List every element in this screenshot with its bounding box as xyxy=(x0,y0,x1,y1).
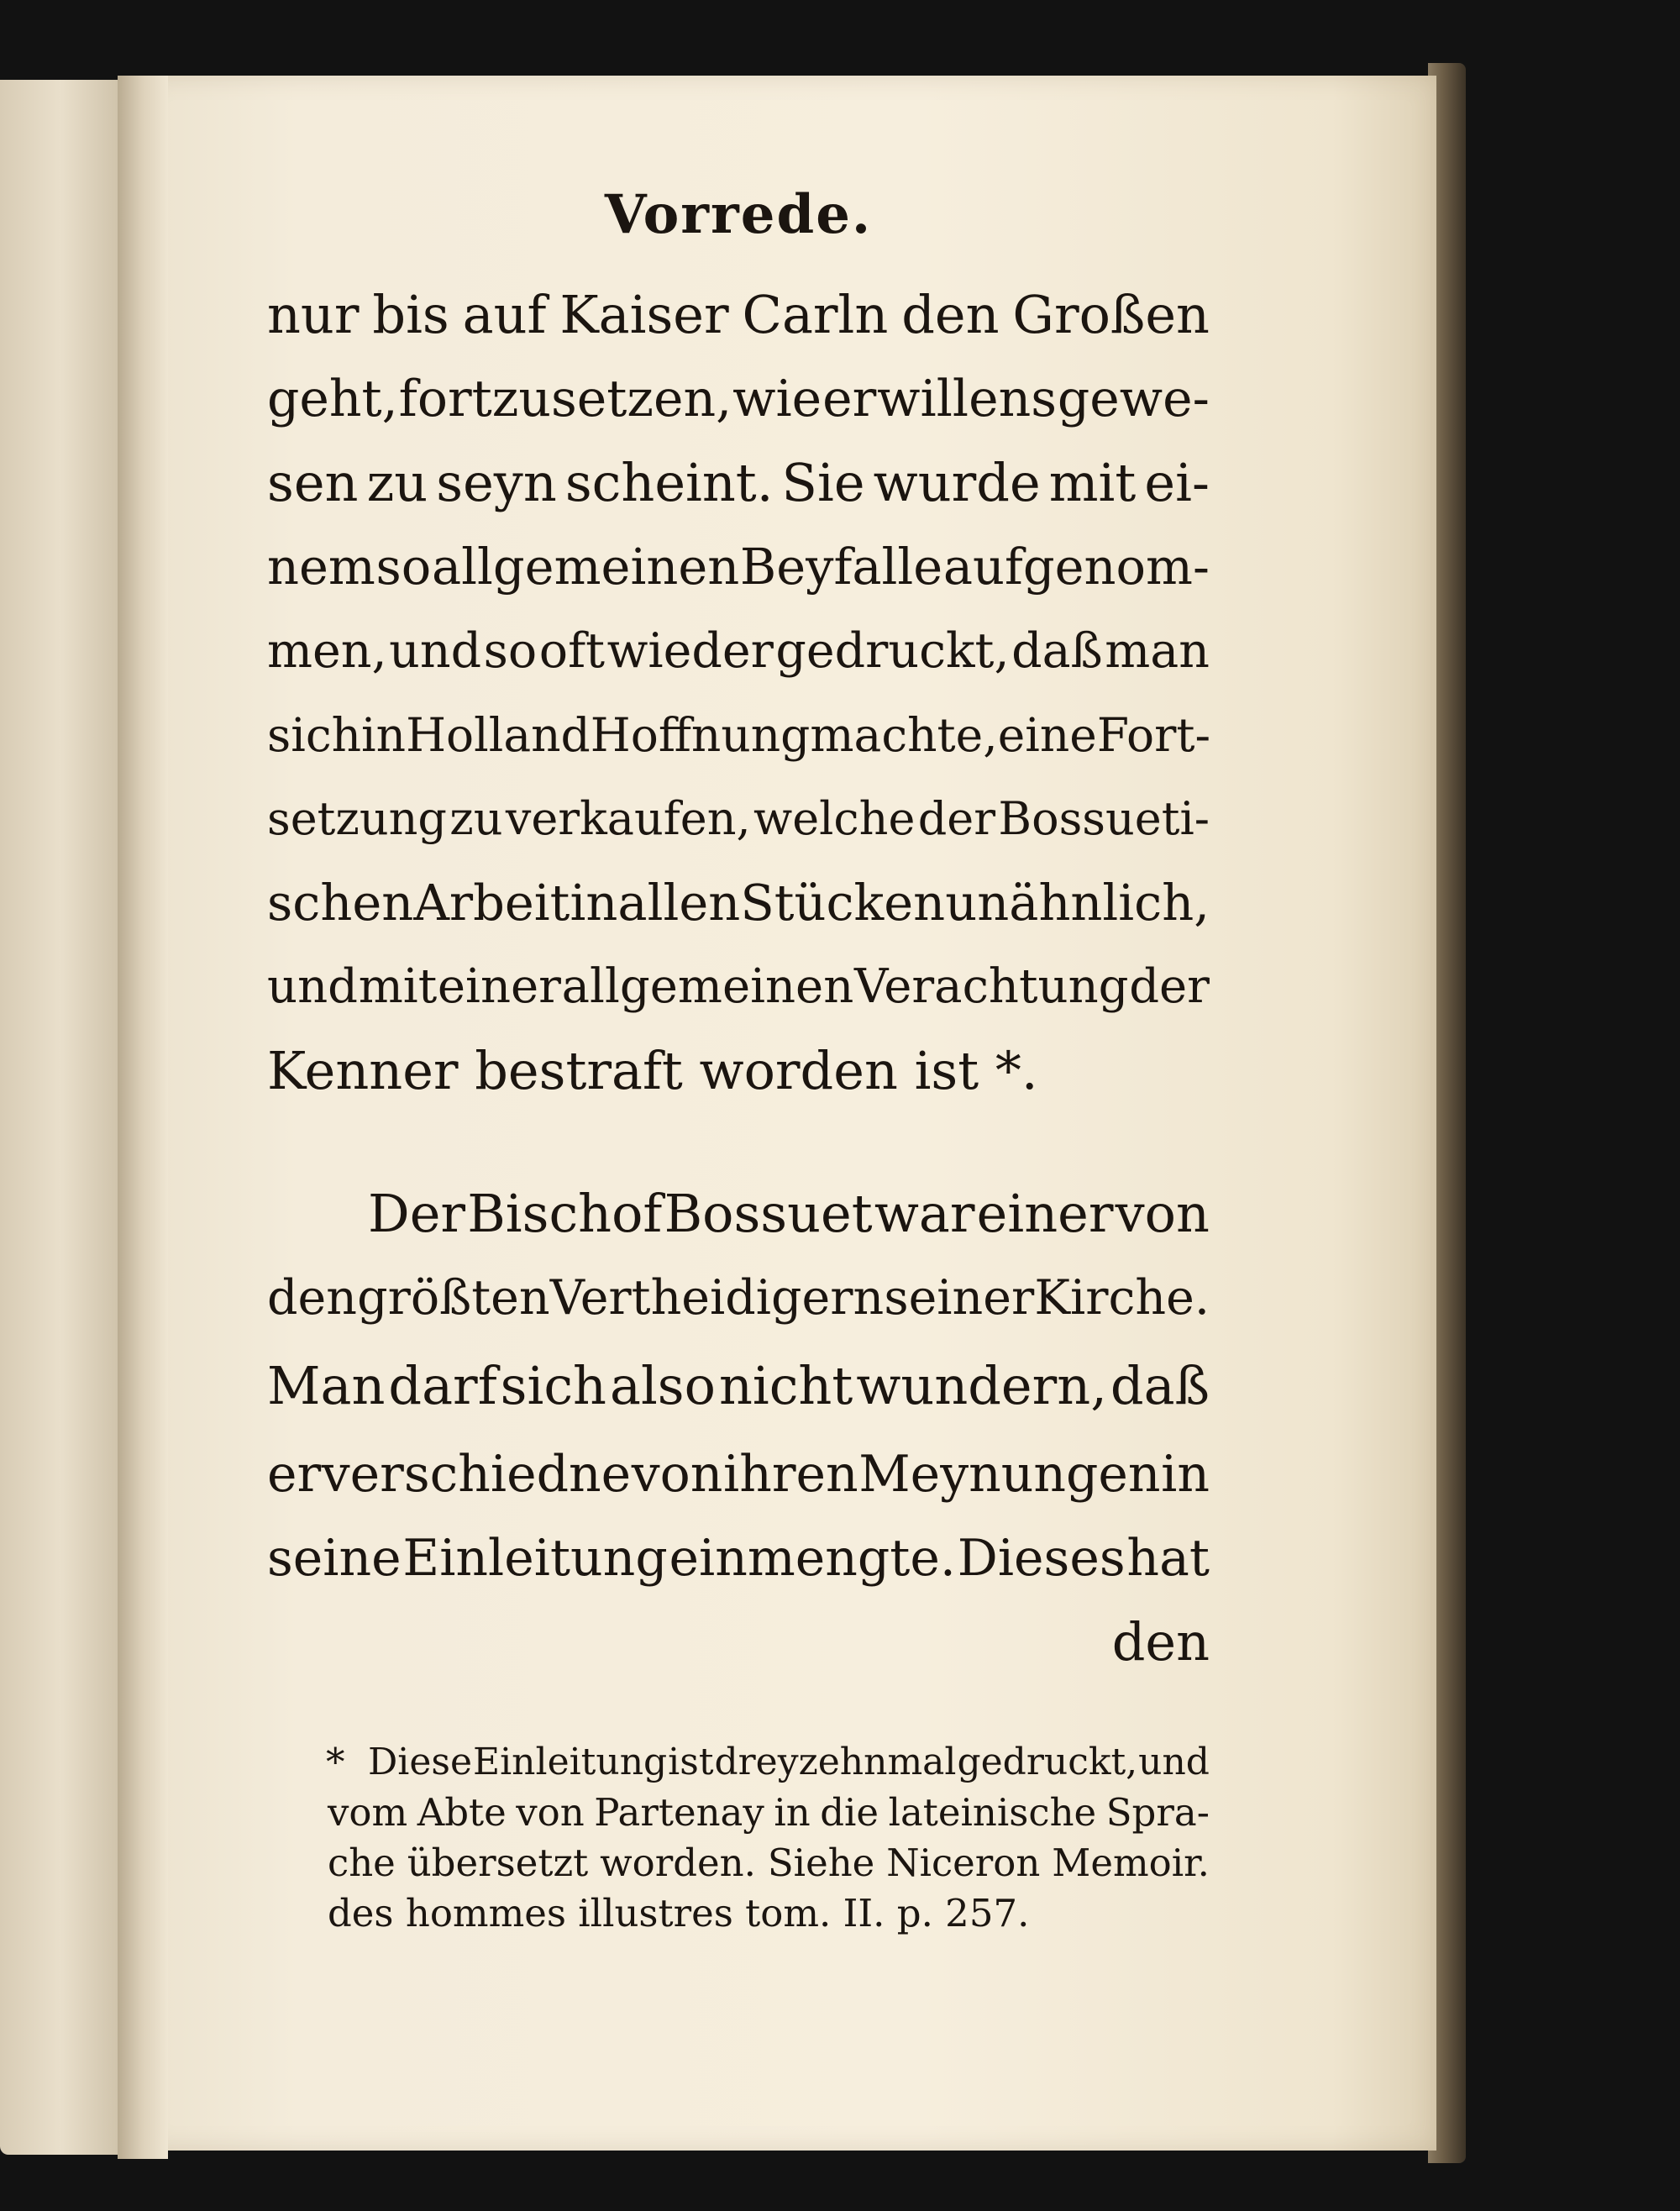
word: einer xyxy=(437,959,561,1014)
word: von xyxy=(1115,1183,1210,1244)
word: hat xyxy=(1126,1529,1210,1588)
word: Einleitung xyxy=(402,1529,668,1588)
word: und xyxy=(389,623,482,679)
body-line-13 xyxy=(267,1348,1210,1424)
word: allgemeinen xyxy=(561,959,854,1014)
word: Siehe xyxy=(767,1841,875,1885)
word: Diese xyxy=(368,1741,473,1783)
word: Einleitung xyxy=(472,1741,668,1783)
word: allen xyxy=(617,874,741,932)
word: in xyxy=(570,874,618,932)
word: daß xyxy=(1110,1355,1210,1416)
word: Meynungen xyxy=(858,1445,1161,1504)
word: Verachtung xyxy=(853,959,1129,1014)
word: verschiedne xyxy=(321,1445,632,1504)
word: Sie xyxy=(781,452,865,513)
running-heading: Vorrede. xyxy=(604,183,873,246)
word: Bossuet xyxy=(664,1183,873,1244)
body-line-1 xyxy=(267,277,1210,353)
word: welche xyxy=(753,792,916,845)
word: er xyxy=(267,1445,322,1504)
word: man xyxy=(1105,623,1210,679)
word: nem xyxy=(267,538,375,596)
word: Dieses xyxy=(957,1529,1126,1588)
word: che xyxy=(328,1841,396,1885)
word: Bischof xyxy=(467,1183,663,1244)
word: gedruckt, xyxy=(957,1741,1138,1783)
word: sen xyxy=(267,452,359,513)
word: den xyxy=(1111,1611,1210,1673)
word: wie xyxy=(732,370,822,428)
word: in xyxy=(774,1790,811,1835)
word: Stücken xyxy=(740,874,946,932)
word: ist xyxy=(668,1741,714,1783)
word: in xyxy=(361,708,407,762)
word: Kirche. xyxy=(1034,1270,1210,1326)
word: übersetzt xyxy=(407,1841,589,1885)
word: Vertheidigern xyxy=(549,1270,885,1326)
word: oft xyxy=(538,623,606,679)
catchword xyxy=(267,1604,1210,1680)
word: daß xyxy=(1011,623,1103,679)
word: ihren xyxy=(723,1445,858,1504)
word: ei- xyxy=(1144,452,1210,513)
word: bis xyxy=(372,284,449,345)
word: men, xyxy=(267,623,387,679)
word: darf xyxy=(388,1355,497,1416)
word: in xyxy=(1161,1445,1210,1504)
word: größten xyxy=(357,1270,550,1326)
word: verkaufen, xyxy=(505,792,751,845)
word: Arbeit xyxy=(413,874,570,932)
body-line-10: Kenner bestraft worden ist *. xyxy=(267,1040,1038,1101)
word: Niceron xyxy=(886,1841,1041,1885)
word: Bossueti- xyxy=(998,792,1210,845)
book-gutter xyxy=(118,76,168,2159)
footnote-marker: * xyxy=(326,1740,345,1784)
body-line-2 xyxy=(267,361,1210,437)
word: fortzusetzen, xyxy=(398,370,732,428)
word: Holland xyxy=(406,708,591,762)
word: so xyxy=(483,623,538,679)
word: aufgenom- xyxy=(942,538,1210,596)
word: der xyxy=(917,792,996,845)
body-line-9 xyxy=(267,949,1210,1025)
word: machte, xyxy=(810,708,998,762)
word: er xyxy=(822,370,877,428)
word: und xyxy=(1138,1741,1210,1783)
word: auf xyxy=(462,284,547,345)
word: Beyfalle xyxy=(739,538,943,596)
body-line-6 xyxy=(267,697,1210,773)
body-line-12 xyxy=(267,1260,1210,1336)
word: zu xyxy=(449,792,503,845)
word: scheint. xyxy=(564,452,774,513)
body-line-11 xyxy=(368,1176,1210,1252)
word: allgemeinen xyxy=(432,538,740,596)
body-line-15 xyxy=(267,1520,1210,1596)
word: sich xyxy=(267,708,362,762)
word: wurde xyxy=(873,452,1041,513)
word: also xyxy=(610,1355,716,1416)
word: geht, xyxy=(267,370,398,428)
word: seyn xyxy=(436,452,557,513)
word: setzung xyxy=(267,792,447,845)
word: nur xyxy=(267,284,360,345)
word: Partenay xyxy=(594,1790,764,1835)
body-line-14 xyxy=(267,1436,1210,1512)
word: worden. xyxy=(600,1841,756,1885)
word: Großen xyxy=(1012,284,1210,345)
word: Der xyxy=(368,1183,466,1244)
left-page-edge xyxy=(0,80,134,2155)
word: die xyxy=(820,1790,879,1835)
word: den xyxy=(901,284,1000,345)
page-text xyxy=(267,0,1210,2211)
word: gewe- xyxy=(1057,370,1210,428)
word: eine xyxy=(997,708,1097,762)
word: willens xyxy=(877,370,1058,428)
word: von xyxy=(516,1790,585,1835)
body-line-4 xyxy=(267,529,1210,605)
word: der xyxy=(1129,959,1210,1014)
body-line-3 xyxy=(267,445,1210,521)
body-line-8 xyxy=(267,865,1210,941)
body-line-5 xyxy=(267,613,1210,689)
word: Carln xyxy=(742,284,889,345)
body-line-7 xyxy=(267,781,1210,857)
word: zu xyxy=(366,452,428,513)
footnote-line-4: des hommes illustres tom. II. p. 257. xyxy=(328,1891,1030,1935)
word: Memoir. xyxy=(1052,1841,1210,1885)
word: von xyxy=(631,1445,723,1504)
word: wieder xyxy=(606,623,774,679)
word: seiner xyxy=(884,1270,1035,1326)
word: Kaiser xyxy=(559,284,729,345)
word: einer xyxy=(976,1183,1114,1244)
word: nicht xyxy=(718,1355,853,1416)
word: Man xyxy=(267,1355,386,1416)
word: vom xyxy=(328,1790,408,1835)
word: dreyzehnmal xyxy=(714,1741,957,1783)
word: wundern, xyxy=(856,1355,1107,1416)
word: und xyxy=(267,959,358,1014)
footnote-line-1 xyxy=(368,1737,1210,1788)
word: gedruckt, xyxy=(775,623,1010,679)
word: so xyxy=(375,538,432,596)
word: einmengte. xyxy=(669,1529,956,1588)
word: unähnlich, xyxy=(945,874,1210,932)
footnote-line-2 xyxy=(328,1788,1210,1838)
word: war xyxy=(874,1183,975,1244)
footnote-line-3 xyxy=(328,1838,1210,1888)
word: mit xyxy=(358,959,438,1014)
word: Spra- xyxy=(1105,1790,1210,1835)
word: Hoffnung xyxy=(590,708,811,762)
word: sich xyxy=(500,1355,606,1416)
word: mit xyxy=(1048,452,1137,513)
word: den xyxy=(267,1270,357,1326)
word: lateinische xyxy=(888,1790,1097,1835)
word: schen xyxy=(267,874,414,932)
word: Abte xyxy=(417,1790,507,1835)
word: Fort- xyxy=(1096,708,1211,762)
word: seine xyxy=(267,1529,402,1588)
